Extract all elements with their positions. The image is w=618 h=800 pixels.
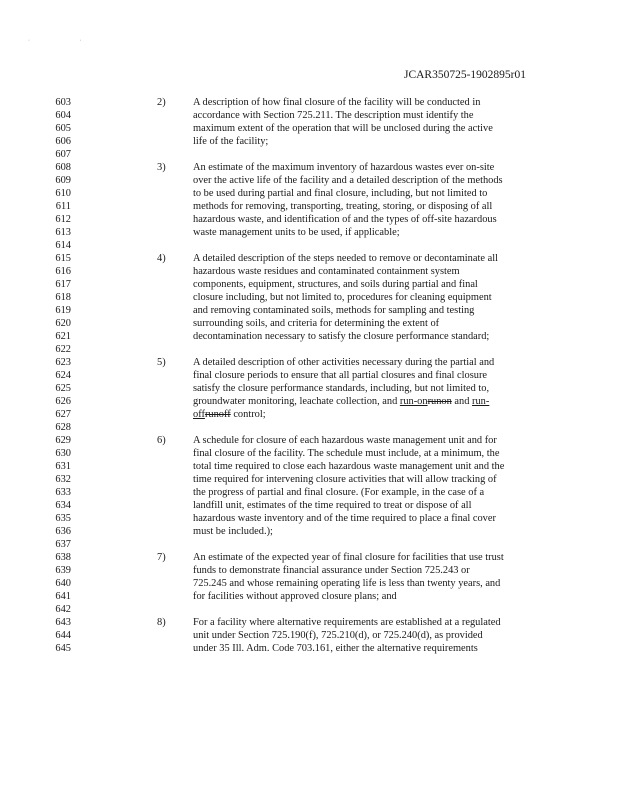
line-number: 614	[55, 240, 71, 251]
document-line	[0, 226, 618, 239]
item-text-line: the progress of partial and final closure. (For example, in the case of a	[193, 487, 485, 498]
document-line	[0, 434, 618, 447]
line-number: 608	[55, 162, 71, 173]
item-text-line: time required for intervening closure activities that will allow tracking of	[193, 474, 497, 485]
item-number: 4)	[157, 253, 166, 264]
item-text-line: and removing contaminated soils, methods for sampling and testing	[193, 305, 475, 316]
line-number: 638	[55, 552, 71, 563]
item-text-line: hazardous waste inventory and of the time required to place a final cover	[193, 513, 496, 524]
document-line	[0, 642, 618, 655]
line-number: 627	[55, 409, 71, 420]
line-number: 644	[55, 630, 71, 641]
document-line	[0, 551, 618, 564]
item-text-line: must be included.);	[193, 526, 273, 537]
struck-text: runon	[427, 396, 452, 407]
document-line	[0, 252, 618, 265]
item-text-line: life of the facility;	[193, 136, 269, 147]
line-number: 612	[55, 214, 71, 225]
document-id: JCAR350725-1902895r01	[403, 69, 526, 81]
item-text-line	[193, 408, 266, 421]
item-text-line: hazardous waste residues and contaminated containment system	[193, 266, 460, 277]
line-number: 631	[55, 461, 71, 472]
document-line	[0, 408, 618, 421]
document-line	[0, 278, 618, 291]
item-number: 2)	[157, 97, 166, 108]
item-text-line: methods for removing, transporting, treating, storing, or disposing of all	[193, 201, 493, 212]
item-text-line: landfill unit, estimates of the time required to treat or dispose of all	[193, 500, 472, 511]
struck-text: runoff	[204, 409, 231, 420]
document-line	[0, 213, 618, 226]
line-number: 613	[55, 227, 71, 238]
document-line	[0, 304, 618, 317]
corner-scan-marks: · ·	[28, 38, 106, 44]
inserted-text: off	[193, 409, 205, 420]
line-number: 629	[55, 435, 71, 446]
document-line	[0, 161, 618, 174]
line-number: 610	[55, 188, 71, 199]
document-line	[0, 122, 618, 135]
item-text-line: 725.245 and whose remaining operating life is less than twenty years, and	[193, 578, 501, 589]
item-text-line: waste management units to be used, if applicable;	[193, 227, 400, 238]
line-number: 630	[55, 448, 71, 459]
item-text-line	[193, 395, 489, 408]
line-number: 621	[55, 331, 71, 342]
line-number: 604	[55, 110, 71, 121]
document-line	[0, 486, 618, 499]
document-line	[0, 291, 618, 304]
line-number: 605	[55, 123, 71, 134]
document-line	[0, 629, 618, 642]
line-number: 615	[55, 253, 71, 264]
line-number: 628	[55, 422, 71, 433]
item-text-line: accordance with Section 725.211. The description must identify the	[193, 110, 474, 121]
line-number: 616	[55, 266, 71, 277]
line-number: 635	[55, 513, 71, 524]
document-line	[0, 148, 618, 161]
document-line	[0, 525, 618, 538]
item-text-line: closure including, but not limited to, procedures for cleaning equipment	[193, 292, 492, 303]
inserted-text: run-	[472, 396, 490, 407]
document-line	[0, 369, 618, 382]
item-text-line: maximum extent of the operation that will be unclosed during the active	[193, 123, 493, 134]
line-number: 617	[55, 279, 71, 290]
item-text-line: A detailed description of other activities necessary during the partial and	[193, 357, 495, 368]
line-number: 633	[55, 487, 71, 498]
document-line	[0, 447, 618, 460]
document-line	[0, 382, 618, 395]
document-line	[0, 473, 618, 486]
item-text-line: for facilities without approved closure plans; and	[193, 591, 397, 602]
document-line	[0, 239, 618, 252]
line-number: 641	[55, 591, 71, 602]
text-run: and	[451, 396, 473, 407]
document-line	[0, 356, 618, 369]
item-text-line: A description of how final closure of the facility will be conducted in	[193, 97, 481, 108]
item-number: 3)	[157, 162, 166, 173]
document-line	[0, 564, 618, 577]
document-line	[0, 603, 618, 616]
line-number: 632	[55, 474, 71, 485]
document-line	[0, 499, 618, 512]
document-line	[0, 135, 618, 148]
item-text-line: hazardous waste, and identification of and the types of off-site hazardous	[193, 214, 497, 225]
document-line	[0, 590, 618, 603]
document-line	[0, 265, 618, 278]
document-line	[0, 200, 618, 213]
item-text-line: For a facility where alternative requirements are established at a regulated	[193, 617, 501, 628]
item-text-line: final closure periods to ensure that all partial closures and final closure	[193, 370, 488, 381]
item-text-line: surrounding soils, and criteria for determining the extent of	[193, 318, 440, 329]
item-text-line: under 35 Ill. Adm. Code 703.161, either the alternative requirements	[193, 643, 478, 654]
document-line	[0, 538, 618, 551]
document-line	[0, 330, 618, 343]
line-number: 611	[55, 201, 71, 212]
line-number: 622	[55, 344, 71, 355]
document-line	[0, 577, 618, 590]
line-number: 618	[55, 292, 71, 303]
item-number: 5)	[157, 357, 166, 368]
document-line	[0, 109, 618, 122]
text-run: groundwater monitoring, leachate collection, and	[193, 396, 400, 407]
item-text-line: A schedule for closure of each hazardous waste management unit and for	[193, 435, 497, 446]
item-number: 6)	[157, 435, 166, 446]
line-number: 645	[55, 643, 71, 654]
line-number: 623	[55, 357, 71, 368]
item-number: 7)	[157, 552, 166, 563]
document-line	[0, 174, 618, 187]
item-text-line: final closure of the facility. The schedule must include, at a minimum, the	[193, 448, 500, 459]
line-number: 642	[55, 604, 71, 615]
line-number: 639	[55, 565, 71, 576]
item-text-line: components, equipment, structures, and soils during partial and final	[193, 279, 478, 290]
document-line	[0, 421, 618, 434]
item-text-line: satisfy the closure performance standards, including, but not limited to,	[193, 383, 490, 394]
text-run: control;	[230, 409, 266, 420]
line-number: 626	[55, 396, 71, 407]
item-text-line: decontamination necessary to satisfy the closure performance standard;	[193, 331, 490, 342]
item-text-line: An estimate of the expected year of final closure for facilities that use trust	[193, 552, 504, 563]
document-line	[0, 187, 618, 200]
document-line	[0, 460, 618, 473]
document-line	[0, 616, 618, 629]
line-number: 640	[55, 578, 71, 589]
line-number: 624	[55, 370, 71, 381]
document-line	[0, 343, 618, 356]
line-number: 609	[55, 175, 71, 186]
line-number: 619	[55, 305, 71, 316]
line-number: 625	[55, 383, 71, 394]
line-number: 606	[55, 136, 71, 147]
item-text-line: to be used during partial and final closure, including, but not limited to	[193, 188, 488, 199]
line-number: 637	[55, 539, 71, 550]
item-text-line: total time required to close each hazardous waste management unit and the	[193, 461, 505, 472]
item-text-line: unit under Section 725.190(f), 725.210(d), or 725.240(d), as provided	[193, 630, 483, 641]
line-number: 620	[55, 318, 71, 329]
item-text-line: funds to demonstrate financial assurance under Section 725.243 or	[193, 565, 470, 576]
item-text-line: An estimate of the maximum inventory of hazardous wastes ever on-site	[193, 162, 495, 173]
line-number: 607	[55, 149, 71, 160]
document-line	[0, 96, 618, 109]
line-number: 636	[55, 526, 71, 537]
item-text-line: over the active life of the facility and a detailed description of the methods	[193, 175, 503, 186]
document-line	[0, 317, 618, 330]
document-line	[0, 395, 618, 408]
line-number: 634	[55, 500, 71, 511]
item-text-line: A detailed description of the steps needed to remove or decontaminate all	[193, 253, 498, 264]
line-number: 643	[55, 617, 71, 628]
inserted-text: run-on	[399, 396, 428, 407]
document-line	[0, 512, 618, 525]
item-number: 8)	[157, 617, 166, 628]
line-number: 603	[55, 97, 71, 108]
